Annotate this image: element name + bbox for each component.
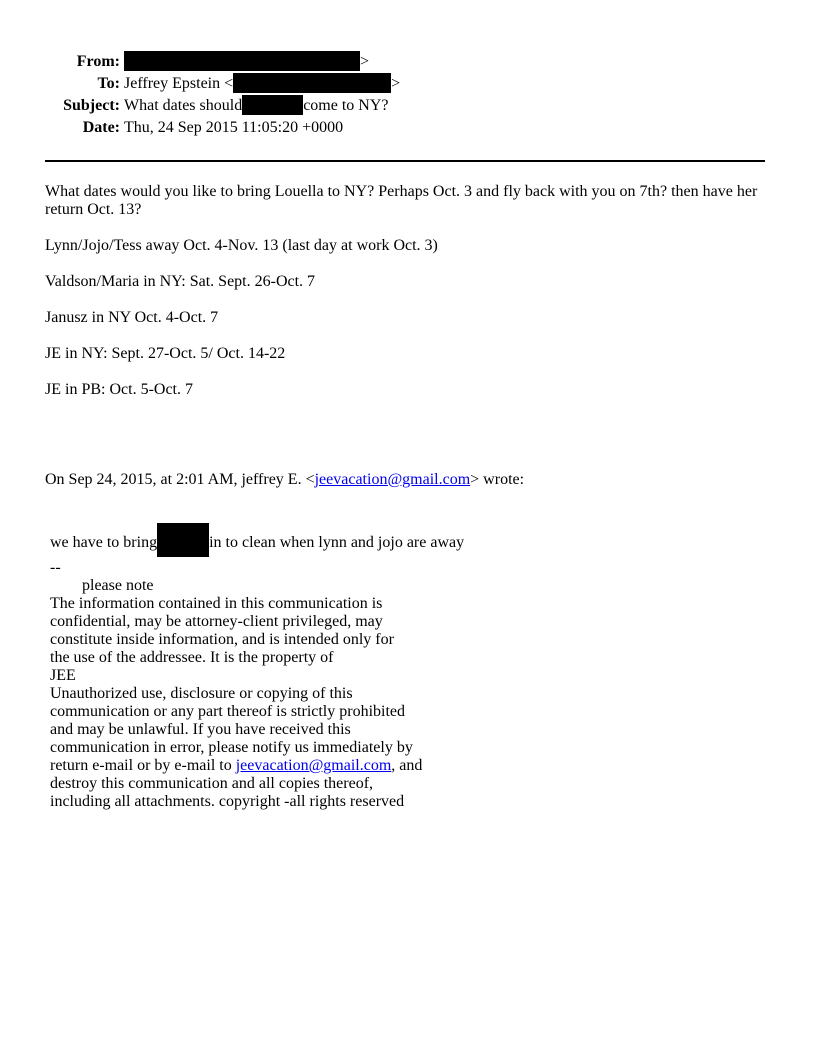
from-label: From:	[76, 53, 120, 70]
disclaimer-email-link[interactable]: jeevacation@gmail.com	[235, 757, 392, 774]
redaction-box	[233, 73, 391, 93]
subject-value	[124, 96, 389, 116]
redaction-box	[242, 95, 303, 115]
disclaimer-line: constitute inside information, and is intended only for	[50, 631, 394, 648]
to-name: Jeffrey Epstein <	[124, 75, 234, 92]
quoted-message-line	[50, 523, 550, 551]
disclaimer-line: Unauthorized use, disclosure or copying of this	[50, 685, 353, 702]
disclaimer-line: communication in error, please notify us immediately by	[50, 739, 413, 756]
disclaimer-email-line	[50, 757, 470, 775]
header-date-row	[0, 118, 816, 138]
header-subject-row	[0, 96, 816, 116]
header-divider	[45, 160, 765, 162]
signature-dashes: --	[50, 559, 61, 576]
from-value	[124, 52, 369, 72]
redaction-box	[157, 523, 209, 557]
disclaimer-line: destroy this communication and all copies thereof,	[50, 775, 374, 792]
attribution-text-after: > wrote:	[470, 471, 525, 488]
disclaimer-email-text-after: , and	[391, 757, 423, 774]
disclaimer-line: and may be unlawful. If you have received this	[50, 721, 351, 738]
schedule-item: JE in PB: Oct. 5-Oct. 7	[45, 381, 193, 398]
from-suffix: >	[360, 53, 370, 70]
schedule-item: JE in NY: Sept. 27-Oct. 5/ Oct. 14-22	[45, 345, 286, 362]
redaction-box	[124, 51, 360, 71]
schedule-item: Lynn/Jojo/Tess away Oct. 4-Nov. 13 (last day at work Oct. 3)	[45, 237, 438, 254]
disclaimer-line: the use of the addressee. It is the property of	[50, 649, 334, 666]
disclaimer-line: communication or any part thereof is strictly prohibited	[50, 703, 406, 720]
to-label: To:	[97, 75, 120, 92]
schedule-item: Valdson/Maria in NY: Sat. Sept. 26-Oct. 7	[45, 273, 316, 290]
disclaimer-line: JEE	[50, 667, 76, 684]
to-value	[124, 74, 400, 94]
message-text-before: we have to bring	[50, 534, 158, 551]
attribution-text-before: On Sep 24, 2015, at 2:01 AM, jeffrey E. <	[45, 471, 315, 488]
message-text-after: in to clean when lynn and jojo are away	[209, 534, 465, 551]
quoted-message	[50, 523, 550, 551]
disclaimer-line: The information contained in this communication is	[50, 595, 383, 612]
subject-text-before: What dates should	[124, 97, 243, 114]
to-suffix: >	[391, 75, 401, 92]
signature-note: please note	[82, 577, 154, 594]
subject-label: Subject:	[63, 97, 120, 114]
disclaimer-line: including all attachments. copyright -all rights reserved	[50, 793, 405, 810]
header-to-row	[0, 74, 816, 94]
attribution-email-link[interactable]: jeevacation@gmail.com	[314, 471, 471, 488]
date-label: Date:	[82, 119, 120, 136]
header-from-row	[0, 52, 816, 72]
signature-block	[50, 559, 470, 811]
body-intro: What dates would you like to bring Louella to NY? Perhaps Oct. 3 and fly back with you on 7th? then have her return Oct. 13?	[45, 183, 758, 218]
disclaimer-line: confidential, may be attorney-client privileged, may	[50, 613, 383, 630]
subject-text-after: come to NY?	[303, 97, 389, 114]
schedule-item: Janusz in NY Oct. 4-Oct. 7	[45, 309, 219, 326]
quote-attribution	[45, 471, 770, 489]
date-value: Thu, 24 Sep 2015 11:05:20 +0000	[124, 119, 344, 136]
disclaimer-email-text-before: return e-mail or by e-mail to	[50, 757, 236, 774]
